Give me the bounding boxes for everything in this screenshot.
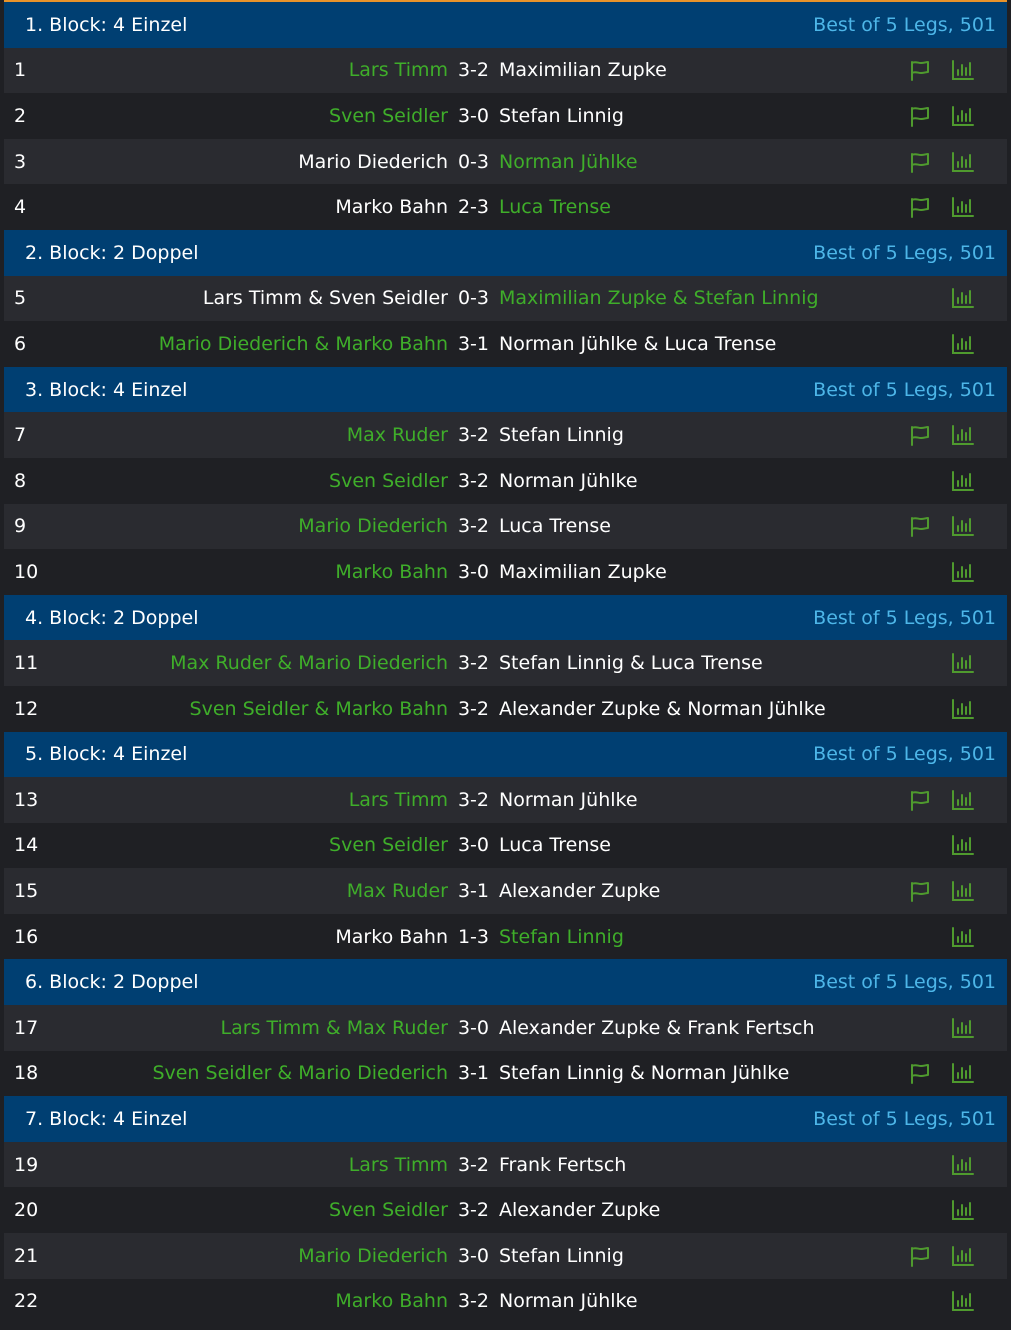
away-player[interactable]: Frank Fertsch [499, 1153, 627, 1176]
flag-icon[interactable] [905, 878, 935, 904]
block-title: 3. Block: 4 Einzel [25, 378, 188, 401]
block-format: Best of 5 Legs, 501 [813, 241, 996, 264]
flag-icon[interactable] [905, 787, 935, 813]
match-actions [905, 149, 978, 175]
match-actions [905, 285, 978, 311]
bar-chart-icon[interactable] [948, 149, 978, 175]
match-number: 21 [14, 1244, 39, 1267]
home-player[interactable]: Lars Timm [348, 1153, 448, 1176]
match-score: 0-3 [457, 150, 490, 173]
match-row[interactable] [4, 1233, 1007, 1279]
bar-chart-icon[interactable] [948, 57, 978, 83]
match-number: 8 [14, 469, 27, 492]
home-player[interactable]: Sven Seidler [329, 834, 448, 857]
match-score: 3-0 [457, 104, 490, 127]
match-actions [905, 468, 978, 494]
match-number: 6 [14, 332, 27, 355]
match-number: 18 [14, 1062, 39, 1085]
flag-icon[interactable] [905, 422, 935, 448]
match-row[interactable] [4, 1051, 1007, 1097]
away-player[interactable]: Stefan Linnig [499, 104, 624, 127]
flag-icon[interactable] [905, 57, 935, 83]
flag-icon [905, 1197, 935, 1223]
match-number: 20 [14, 1199, 39, 1222]
bar-chart-icon[interactable] [948, 1060, 978, 1086]
match-actions [905, 331, 978, 357]
home-player[interactable]: Mario Diederich [298, 1244, 448, 1267]
away-player[interactable]: Norman Jühlke [499, 1290, 638, 1313]
away-player[interactable]: Stefan Linnig & Luca Trense [499, 652, 763, 675]
bar-chart-icon[interactable] [948, 650, 978, 676]
home-player[interactable]: Sven Seidler [329, 1199, 448, 1222]
bar-chart-icon[interactable] [948, 878, 978, 904]
match-row[interactable] [4, 549, 1007, 595]
flag-icon [905, 468, 935, 494]
match-row[interactable] [4, 504, 1007, 550]
match-score: 3-1 [457, 332, 490, 355]
block-header [4, 230, 1007, 276]
match-row[interactable] [4, 1005, 1007, 1051]
match-actions [905, 696, 978, 722]
bar-chart-icon[interactable] [948, 559, 978, 585]
match-actions [905, 1288, 978, 1314]
match-number: 5 [14, 287, 27, 310]
match-score: 3-1 [457, 880, 490, 903]
bar-chart-icon[interactable] [948, 1015, 978, 1041]
match-score: 3-0 [457, 560, 490, 583]
home-player[interactable]: Sven Seidler [329, 469, 448, 492]
bar-chart-icon[interactable] [948, 194, 978, 220]
match-row[interactable] [4, 914, 1007, 960]
home-player[interactable]: Mario Diederich [298, 150, 448, 173]
home-player[interactable]: Sven Seidler & Marko Bahn [189, 697, 448, 720]
away-player[interactable]: Maximilian Zupke [499, 59, 667, 82]
away-player[interactable]: Stefan Linnig [499, 1244, 624, 1267]
match-number: 3 [14, 150, 27, 173]
match-score: 2-3 [457, 196, 490, 219]
home-player[interactable]: Marko Bahn [335, 1290, 448, 1313]
bar-chart-icon[interactable] [948, 331, 978, 357]
match-row[interactable] [4, 1142, 1007, 1188]
match-actions [905, 787, 978, 813]
match-actions [905, 1197, 978, 1223]
match-row[interactable] [4, 777, 1007, 823]
away-player[interactable]: Luca Trense [499, 834, 611, 857]
match-number: 19 [14, 1153, 39, 1176]
match-score: 3-2 [457, 515, 490, 538]
block-title: 7. Block: 4 Einzel [25, 1108, 188, 1131]
match-row[interactable] [4, 321, 1007, 367]
match-number: 14 [14, 834, 39, 857]
bar-chart-icon[interactable] [948, 1197, 978, 1223]
match-row[interactable] [4, 412, 1007, 458]
match-number: 11 [14, 652, 39, 675]
flag-icon [905, 559, 935, 585]
bar-chart-icon[interactable] [948, 285, 978, 311]
match-number: 22 [14, 1290, 39, 1313]
block-title: 5. Block: 4 Einzel [25, 743, 188, 766]
away-player[interactable]: Norman Jühlke & Luca Trense [499, 332, 777, 355]
flag-icon [905, 650, 935, 676]
block-header [4, 367, 1007, 413]
away-player[interactable]: Norman Jühlke [499, 469, 638, 492]
flag-icon [905, 1288, 935, 1314]
away-player[interactable]: Alexander Zupke [499, 1199, 661, 1222]
flag-icon [905, 285, 935, 311]
home-player[interactable]: Mario Diederich & Marko Bahn [158, 332, 448, 355]
match-number: 17 [14, 1016, 39, 1039]
match-number: 2 [14, 104, 27, 127]
away-player[interactable]: Stefan Linnig [499, 925, 624, 948]
flag-icon [905, 696, 935, 722]
away-player[interactable]: Alexander Zupke & Frank Fertsch [499, 1016, 815, 1039]
away-player[interactable]: Norman Jühlke [499, 788, 638, 811]
block-format: Best of 5 Legs, 501 [813, 1108, 996, 1131]
bar-chart-icon[interactable] [948, 1152, 978, 1178]
home-player[interactable]: Marko Bahn [335, 560, 448, 583]
flag-icon [905, 832, 935, 858]
match-actions [905, 57, 978, 83]
bar-chart-icon[interactable] [948, 468, 978, 494]
home-player[interactable]: Marko Bahn [335, 196, 448, 219]
home-player[interactable]: Lars Timm [348, 788, 448, 811]
block-header [4, 2, 1007, 48]
block-title: 1. Block: 4 Einzel [25, 13, 188, 36]
match-row[interactable] [4, 868, 1007, 914]
block-header [4, 732, 1007, 778]
home-player[interactable]: Lars Timm & Max Ruder [220, 1016, 448, 1039]
home-player[interactable]: Sven Seidler & Mario Diederich [152, 1062, 448, 1085]
match-score: 3-2 [457, 1199, 490, 1222]
block-format: Best of 5 Legs, 501 [813, 606, 996, 629]
home-player[interactable]: Max Ruder [346, 880, 448, 903]
flag-icon[interactable] [905, 1243, 935, 1269]
match-row[interactable] [4, 48, 1007, 94]
home-player[interactable]: Max Ruder [346, 424, 448, 447]
match-row[interactable] [4, 1279, 1007, 1325]
match-actions [905, 1060, 978, 1086]
flag-icon [905, 1015, 935, 1041]
block-header [4, 1096, 1007, 1142]
home-player[interactable]: Marko Bahn [335, 925, 448, 948]
away-player[interactable]: Stefan Linnig [499, 424, 624, 447]
match-number: 10 [14, 560, 39, 583]
block-format: Best of 5 Legs, 501 [813, 13, 996, 36]
flag-icon [905, 331, 935, 357]
match-actions [905, 924, 978, 950]
bar-chart-icon[interactable] [948, 513, 978, 539]
block-format: Best of 5 Legs, 501 [813, 378, 996, 401]
match-score: 3-2 [457, 788, 490, 811]
match-number: 16 [14, 925, 39, 948]
away-player[interactable]: Maximilian Zupke & Stefan Linnig [499, 287, 819, 310]
bar-chart-icon[interactable] [948, 696, 978, 722]
match-row[interactable] [4, 458, 1007, 504]
match-actions [905, 832, 978, 858]
match-number: 9 [14, 515, 27, 538]
block-format: Best of 5 Legs, 501 [813, 971, 996, 994]
match-actions [905, 103, 978, 129]
home-player[interactable]: Max Ruder & Mario Diederich [170, 652, 448, 675]
match-score: 0-3 [457, 287, 490, 310]
away-player[interactable]: Luca Trense [499, 196, 611, 219]
match-score: 3-2 [457, 1153, 490, 1176]
match-number: 4 [14, 196, 27, 219]
bar-chart-icon[interactable] [948, 1288, 978, 1314]
block-format: Best of 5 Legs, 501 [813, 743, 996, 766]
match-number: 15 [14, 880, 39, 903]
match-number: 12 [14, 697, 39, 720]
home-player[interactable]: Lars Timm & Sven Seidler [202, 287, 448, 310]
bar-chart-icon[interactable] [948, 924, 978, 950]
match-score: 3-2 [457, 469, 490, 492]
flag-icon[interactable] [905, 194, 935, 220]
home-player[interactable]: Sven Seidler [329, 104, 448, 127]
match-score: 1-3 [457, 925, 490, 948]
match-row[interactable] [4, 276, 1007, 322]
away-player[interactable]: Stefan Linnig & Norman Jühlke [499, 1062, 790, 1085]
block-title: 6. Block: 2 Doppel [25, 971, 199, 994]
flag-icon[interactable] [905, 149, 935, 175]
block-title: 4. Block: 2 Doppel [25, 606, 199, 629]
away-player[interactable]: Alexander Zupke & Norman Jühlke [499, 697, 826, 720]
match-number: 1 [14, 59, 27, 82]
flag-icon[interactable] [905, 1060, 935, 1086]
away-player[interactable]: Alexander Zupke [499, 880, 661, 903]
away-player[interactable]: Norman Jühlke [499, 150, 638, 173]
match-score: 3-2 [457, 697, 490, 720]
match-row[interactable] [4, 823, 1007, 869]
match-actions [905, 194, 978, 220]
match-row[interactable] [4, 686, 1007, 732]
bar-chart-icon[interactable] [948, 832, 978, 858]
block-title: 2. Block: 2 Doppel [25, 241, 199, 264]
flag-icon [905, 1152, 935, 1178]
match-score: 3-2 [457, 59, 490, 82]
match-score: 3-0 [457, 1016, 490, 1039]
match-row[interactable] [4, 139, 1007, 185]
match-score: 3-1 [457, 1062, 490, 1085]
bar-chart-icon[interactable] [948, 1243, 978, 1269]
match-actions [905, 559, 978, 585]
bar-chart-icon[interactable] [948, 422, 978, 448]
match-row[interactable] [4, 93, 1007, 139]
match-score: 3-2 [457, 652, 490, 675]
bar-chart-icon[interactable] [948, 787, 978, 813]
match-score: 3-0 [457, 1244, 490, 1267]
home-player[interactable]: Lars Timm [348, 59, 448, 82]
match-schedule [4, 0, 1007, 1330]
match-actions [905, 878, 978, 904]
flag-icon[interactable] [905, 103, 935, 129]
match-score: 3-0 [457, 834, 490, 857]
match-score: 3-2 [457, 424, 490, 447]
away-player[interactable]: Maximilian Zupke [499, 560, 667, 583]
match-actions [905, 650, 978, 676]
match-number: 7 [14, 424, 27, 447]
away-player[interactable]: Luca Trense [499, 515, 611, 538]
bar-chart-icon[interactable] [948, 103, 978, 129]
match-actions [905, 1015, 978, 1041]
match-actions [905, 1152, 978, 1178]
match-row[interactable] [4, 1187, 1007, 1233]
flag-icon [905, 924, 935, 950]
match-number: 13 [14, 788, 39, 811]
match-actions [905, 422, 978, 448]
match-actions [905, 513, 978, 539]
match-score: 3-2 [457, 1290, 490, 1313]
home-player[interactable]: Mario Diederich [298, 515, 448, 538]
flag-icon[interactable] [905, 513, 935, 539]
match-row[interactable] [4, 640, 1007, 686]
block-header [4, 959, 1007, 1005]
match-row[interactable] [4, 184, 1007, 230]
match-actions [905, 1243, 978, 1269]
block-header [4, 595, 1007, 641]
